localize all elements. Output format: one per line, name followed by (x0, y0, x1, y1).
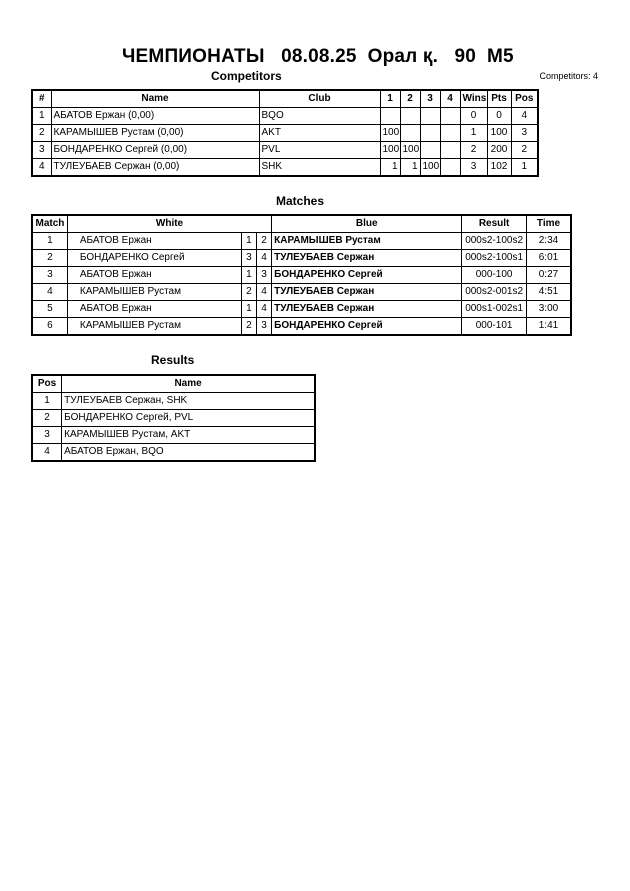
result-row (32, 427, 315, 444)
competitor-name: БОНДАРЕНКО Сергей (0,00) (51, 142, 259, 159)
match-number: 2 (32, 250, 67, 267)
result-pos: 1 (32, 393, 62, 410)
competitors-header-row (32, 90, 538, 108)
score-4 (440, 108, 460, 125)
white-num: 3 (241, 250, 256, 267)
match-number: 4 (32, 284, 67, 301)
blue-num: 4 (256, 284, 271, 301)
match-number: 6 (32, 318, 67, 336)
competitor-pos: 3 (511, 125, 538, 142)
match-row (32, 318, 571, 336)
col-num: # (32, 90, 51, 108)
col-result-pos: Pos (32, 375, 62, 393)
score-2 (400, 108, 420, 125)
blue-name: ТУЛЕУБАЕВ Сержан (272, 284, 462, 301)
score-4 (440, 159, 460, 177)
competitor-pts: 102 (487, 159, 511, 177)
competitor-row (32, 159, 538, 177)
competitor-pts: 0 (487, 108, 511, 125)
match-number: 3 (32, 267, 67, 284)
competitor-num: 4 (32, 159, 51, 177)
col-result: Result (462, 215, 527, 233)
competitor-club: AKT (259, 125, 380, 142)
result-name: КАРАМЫШЕВ Рустам, AKT (62, 427, 315, 444)
col-2: 2 (400, 90, 420, 108)
col-club: Club (259, 90, 380, 108)
match-time: 2:34 (526, 233, 571, 250)
col-pts: Pts (487, 90, 511, 108)
blue-name: БОНДАРЕНКО Сергей (272, 318, 462, 336)
competitor-pos: 4 (511, 108, 538, 125)
match-row (32, 250, 571, 267)
white-num: 2 (241, 284, 256, 301)
score-4 (440, 125, 460, 142)
result-name: БОНДАРЕНКО Сергей, PVL (62, 410, 315, 427)
result-pos: 4 (32, 444, 62, 462)
competitor-wins: 1 (460, 125, 487, 142)
match-result: 000s2-001s2 (462, 284, 527, 301)
match-result: 000-100 (462, 267, 527, 284)
score-1: 100 (380, 125, 400, 142)
competitor-name: АБАТОВ Ержан (0,00) (51, 108, 259, 125)
competitor-wins: 2 (460, 142, 487, 159)
score-2: 100 (400, 142, 420, 159)
result-pos: 2 (32, 410, 62, 427)
matches-table (31, 214, 572, 336)
match-result: 000s2-100s1 (462, 250, 527, 267)
result-pos: 3 (32, 427, 62, 444)
competitors-count: Competitors: 4 (539, 71, 598, 81)
blue-name: БОНДАРЕНКО Сергей (272, 267, 462, 284)
match-time: 1:41 (526, 318, 571, 336)
white-num: 1 (241, 233, 256, 250)
col-blue: Blue (272, 215, 462, 233)
white-num: 2 (241, 318, 256, 336)
col-white: White (67, 215, 271, 233)
col-name: Name (51, 90, 259, 108)
match-number: 1 (32, 233, 67, 250)
match-time: 6:01 (526, 250, 571, 267)
competitors-table (31, 89, 539, 177)
competitor-wins: 3 (460, 159, 487, 177)
competitor-row (32, 125, 538, 142)
score-3 (420, 108, 440, 125)
competitor-num: 3 (32, 142, 51, 159)
match-number: 5 (32, 301, 67, 318)
match-row (32, 233, 571, 250)
competitor-name: ТУЛЕУБАЕВ Сержан (0,00) (51, 159, 259, 177)
match-result: 000s1-002s1 (462, 301, 527, 318)
white-name: БОНДАРЕНКО Сергей (67, 250, 241, 267)
match-row (32, 284, 571, 301)
match-row (32, 267, 571, 284)
blue-name: ТУЛЕУБАЕВ Сержан (272, 250, 462, 267)
col-result-name: Name (62, 375, 315, 393)
result-row (32, 393, 315, 410)
result-name: АБАТОВ Ержан, BQO (62, 444, 315, 462)
col-4: 4 (440, 90, 460, 108)
competitor-row (32, 142, 538, 159)
col-match: Match (32, 215, 67, 233)
competitor-name: КАРАМЫШЕВ Рустам (0,00) (51, 125, 259, 142)
competitor-wins: 0 (460, 108, 487, 125)
blue-num: 4 (256, 301, 271, 318)
matches-header-row (32, 215, 571, 233)
blue-name: ТУЛЕУБАЕВ Сержан (272, 301, 462, 318)
competitor-club: PVL (259, 142, 380, 159)
col-time: Time (526, 215, 571, 233)
match-time: 3:00 (526, 301, 571, 318)
competitor-num: 1 (32, 108, 51, 125)
competitor-pts: 100 (487, 125, 511, 142)
results-heading: Results (151, 353, 195, 367)
page-title: ЧЕМПИОНАТЫ 08.08.25 Орал қ. 90 M5 (122, 46, 514, 67)
score-3 (420, 125, 440, 142)
white-name: АБАТОВ Ержан (67, 267, 241, 284)
white-name: КАРАМЫШЕВ Рустам (67, 284, 241, 301)
competitor-num: 2 (32, 125, 51, 142)
blue-name: КАРАМЫШЕВ Рустам (272, 233, 462, 250)
score-4 (440, 142, 460, 159)
match-result: 000-101 (462, 318, 527, 336)
score-3 (420, 142, 440, 159)
score-1: 100 (380, 142, 400, 159)
white-name: АБАТОВ Ержан (67, 233, 241, 250)
competitor-row (32, 108, 538, 125)
match-row (32, 301, 571, 318)
competitor-pos: 2 (511, 142, 538, 159)
competitor-club: BQO (259, 108, 380, 125)
blue-num: 4 (256, 250, 271, 267)
white-name: КАРАМЫШЕВ Рустам (67, 318, 241, 336)
result-row (32, 444, 315, 462)
score-1: 1 (380, 159, 400, 177)
col-pos: Pos (511, 90, 538, 108)
competitor-pos: 1 (511, 159, 538, 177)
competitor-pts: 200 (487, 142, 511, 159)
match-time: 4:51 (526, 284, 571, 301)
match-result: 000s2-100s2 (462, 233, 527, 250)
white-num: 1 (241, 301, 256, 318)
results-table (31, 374, 316, 462)
col-1: 1 (380, 90, 400, 108)
blue-num: 2 (256, 233, 271, 250)
results-header-row (32, 375, 315, 393)
col-wins: Wins (460, 90, 487, 108)
competitor-club: SHK (259, 159, 380, 177)
white-name: АБАТОВ Ержан (67, 301, 241, 318)
col-3: 3 (420, 90, 440, 108)
score-3: 100 (420, 159, 440, 177)
match-time: 0:27 (526, 267, 571, 284)
competitors-heading: Competitors (211, 69, 282, 83)
result-row (32, 410, 315, 427)
blue-num: 3 (256, 318, 271, 336)
blue-num: 3 (256, 267, 271, 284)
score-1 (380, 108, 400, 125)
score-2: 1 (400, 159, 420, 177)
score-2 (400, 125, 420, 142)
matches-heading: Matches (276, 194, 325, 208)
result-name: ТУЛЕУБАЕВ Сержан, SHK (62, 393, 315, 410)
white-num: 1 (241, 267, 256, 284)
